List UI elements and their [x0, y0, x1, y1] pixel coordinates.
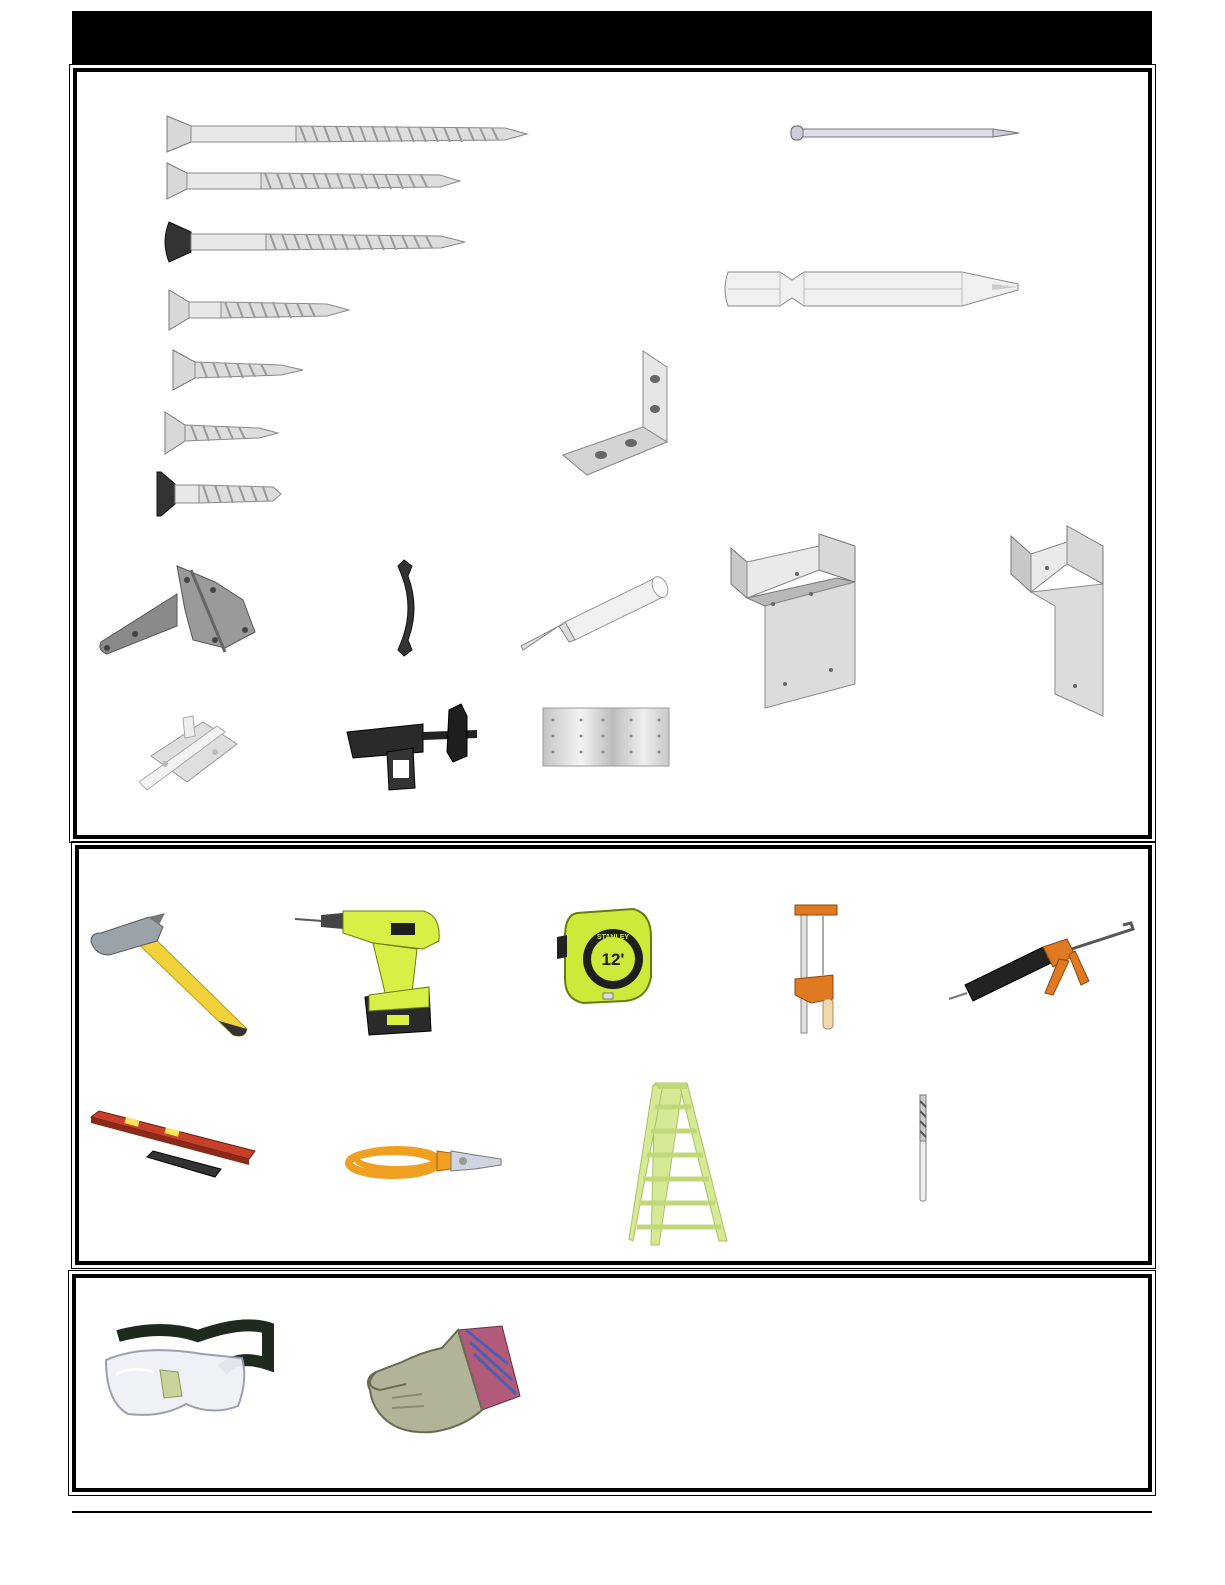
safety-goggles-icon [102, 1314, 272, 1424]
pliers-icon [345, 1137, 505, 1187]
black-head-screw-icon [161, 220, 471, 264]
t-hinge-icon [95, 560, 260, 660]
hardware-panel [73, 68, 1152, 839]
work-glove-icon [362, 1324, 522, 1436]
caulking-gun-icon [947, 921, 1137, 1003]
hammer-icon [87, 911, 257, 1041]
tiny-wood-screw-icon [163, 410, 281, 456]
bar-clamp-icon [793, 903, 843, 1038]
short-wood-screw-icon [167, 288, 352, 332]
tape-brand: STANLEY [596, 934, 630, 941]
drill-bit-icon [917, 1093, 929, 1205]
step-ladder-icon [629, 1081, 729, 1247]
medium-wood-screw-icon [165, 161, 465, 201]
gate-handle-icon [392, 558, 422, 658]
caulk-tube-icon [515, 570, 675, 658]
barrel-bolt-icon [133, 712, 243, 797]
corner-bracket-icon [561, 347, 671, 482]
safety-panel [72, 1274, 1152, 1492]
tape-size: 12' [601, 950, 625, 969]
small-wood-screw-icon [171, 348, 306, 392]
post-base-bracket-icon [727, 532, 862, 712]
mending-plate-icon [541, 706, 671, 768]
gate-latch-icon [343, 702, 483, 792]
long-wood-screw-icon [165, 114, 530, 154]
tape-measure-icon [555, 907, 655, 1005]
footer-rule [72, 1511, 1152, 1513]
joist-hanger-icon [1007, 524, 1107, 719]
nail-icon [789, 124, 1021, 142]
cordless-drill-icon [293, 907, 458, 1039]
tools-panel [75, 845, 1152, 1265]
spirit-level-icon [89, 1105, 259, 1185]
section-header-bar [72, 11, 1152, 64]
lag-screw-icon [155, 470, 285, 518]
driver-bit-icon [722, 268, 1022, 310]
